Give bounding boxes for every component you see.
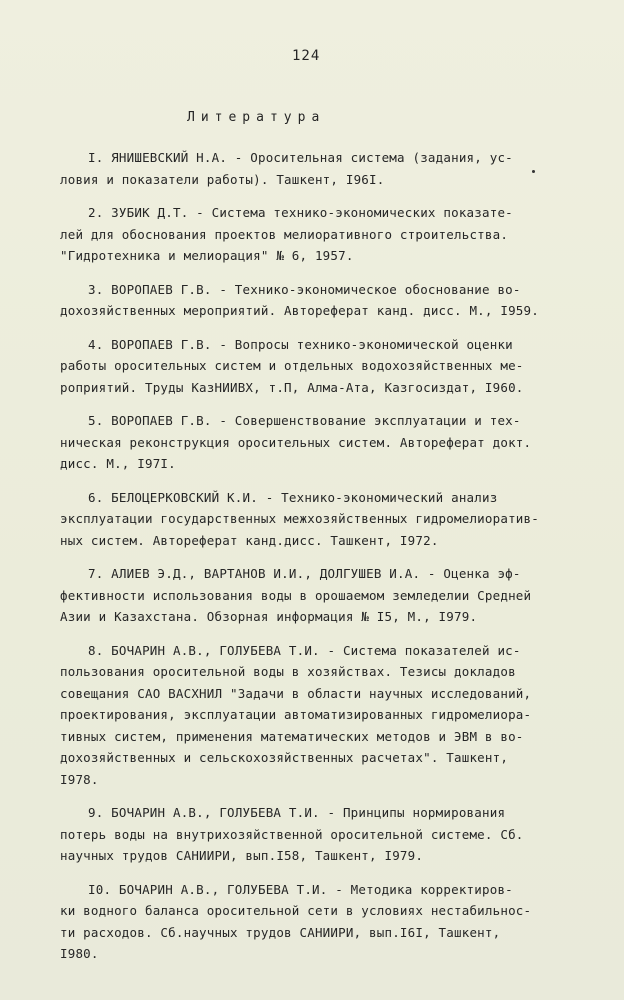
reference-line: работы оросительных систем и отдельных водохозяйственных ме- — [60, 358, 524, 373]
reference-line: 9. БОЧАРИН А.В., ГОЛУБЕВА Т.И. - Принципы нормирования — [88, 805, 506, 820]
reference-entry — [60, 147, 560, 190]
reference-entry — [60, 640, 560, 791]
reference-entry — [60, 279, 560, 322]
reference-line: I978. — [60, 771, 99, 787]
reference-line: I980. — [60, 946, 99, 961]
reference-line: 6. БЕЛОЦЕРКОВСКИЙ К.И. - Технико-экономический анализ — [88, 489, 498, 505]
reference-line: 8. БОЧАРИН А.В., ГОЛУБЕВА Т.И. - Система показателей ис- — [88, 642, 521, 658]
reference-list — [60, 147, 560, 977]
reference-line: дисс. М., I97I. — [60, 456, 176, 471]
reference-line: фективности использования воды в орошаемом земледелии Средней — [60, 587, 532, 603]
reference-line: роприятий. Труды КазНИИВХ, т.П, Алма-Ата, Казгосиздат, I960. — [60, 379, 524, 395]
reference-entry — [60, 802, 560, 867]
reference-entry — [60, 334, 560, 399]
reference-line: 4. ВОРОПАЕВ Г.В. - Вопросы технико-экономической оценки — [88, 336, 513, 352]
reference-line: ки водного баланса оросительной сети в условиях нестабильнос- — [60, 903, 532, 918]
reference-entry — [60, 410, 560, 475]
reference-line: ти расходов. Сб.научных трудов САНИИРИ, вып.I6I, Ташкент, — [60, 924, 501, 940]
reference-line: тивных систем, применения математических методов и ЭВМ в во- — [60, 728, 524, 744]
reference-line: научных трудов САНИИРИ, вып.I58, Ташкент, I979. — [60, 848, 424, 863]
reference-entry — [60, 487, 560, 552]
reference-line: ных систем. Автореферат канд.дисс. Ташкент, I972. — [60, 532, 439, 548]
reference-entry — [60, 202, 560, 267]
reference-line: пользования оросительной воды в хозяйствах. Тезисы докладов — [60, 664, 516, 679]
reference-line: 5. ВОРОПАЕВ Г.В. - Совершенствование эксплуатации и тех- — [88, 413, 521, 428]
reference-line: "Гидротехника и мелиорация" № 6, 1957. — [60, 248, 354, 263]
reference-line: Азии и Казахстана. Обзорная информация № I5, М., I979. — [60, 609, 478, 624]
reference-entry — [60, 879, 560, 965]
reference-entry — [60, 563, 560, 628]
reference-line: дохозяйственных и сельскохозяйственных расчетах". Ташкент, — [60, 750, 509, 765]
reference-line: ническая реконструкция оросительных систем. Автореферат докт. — [60, 434, 532, 450]
reference-line: 3. ВОРОПАЕВ Г.В. - Технико-экономическое обоснование во- — [88, 281, 521, 297]
reference-line: I0. БОЧАРИН А.В., ГОЛУБЕВА Т.И. - Методика корректиров- — [88, 881, 513, 897]
reference-line: проектирования, эксплуатации автоматизированных гидромелиора- — [60, 707, 532, 722]
reference-line: 2. ЗУБИК Д.Т. - Система технико-экономических показате- — [88, 205, 513, 220]
reference-line: потерь воды на внутрихозяйственной оросительной системе. Сб. — [60, 826, 524, 842]
reference-line: ловия и показатели работы). Ташкент, I96I. — [60, 171, 385, 187]
reference-line: дохозяйственных мероприятий. Автореферат канд. дисс. М., I959. — [60, 303, 539, 318]
reference-line: лей для обоснования проектов мелиоративного строительства. — [60, 226, 509, 242]
reference-line: эксплуатации государственных межхозяйственных гидромелиоратив- — [60, 511, 539, 526]
reference-line: совещания САО ВАСХНИЛ "Задачи в области научных исследований, — [60, 685, 532, 701]
section-heading: Литература — [187, 110, 326, 125]
reference-line: 7. АЛИЕВ Э.Д., ВАРТАНОВ И.И., ДОЛГУШЕВ И.А. - Оценка эф- — [88, 566, 521, 581]
page-number: 124 — [292, 48, 321, 64]
reference-line: I. ЯНИШЕВСКИЙ Н.А. - Оросительная система (задания, ус- — [88, 150, 513, 165]
